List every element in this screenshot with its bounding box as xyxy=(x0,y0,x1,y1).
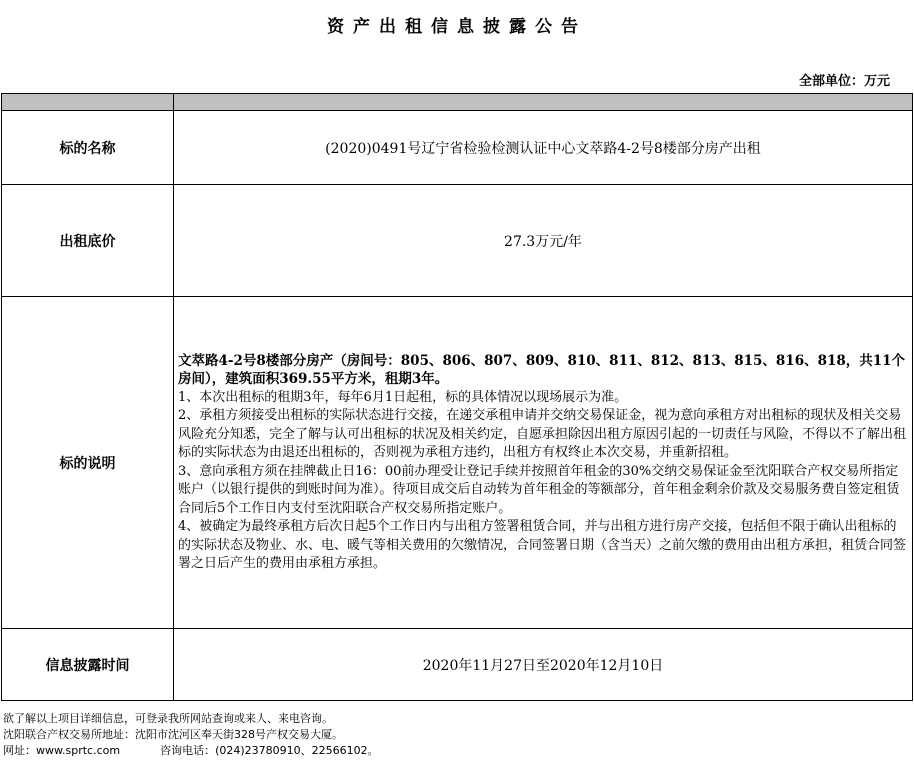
description-lead: 文萃路4-2号8楼部分房产（房间号：805、806、807、809、810、811、812、813、815、816、818，共11个房间），建筑面积369.55平方米，租期3年。 xyxy=(178,352,906,387)
subject-name-value: (2020)0491号辽宁省检验检测认证中心文萃路4-2号8楼部分房产出租 xyxy=(174,111,913,185)
description-item: 3、意向承租方须在挂牌截止日16：00前办理受让登记手续并按照首年租金的30%交纳交易保证金至沈阳联合产权交易所指定账户（以银行提供的到账时间为准）。待项目成交后自动转为首年租金的等额部分，首年租金剩余价款及交易服务费自签定租赁合同后5个工作日内支付至沈阳联合产权交易所指定账户。 xyxy=(178,463,900,516)
description-item: 1、本次出租标的租期3年，每年6月1日起租，标的具体情况以现场展示为准。 xyxy=(178,389,628,405)
unit-note: 全部单位：万元 xyxy=(798,74,890,89)
header-cell-right xyxy=(174,94,913,111)
page-title: 资产出租信息披露公告 xyxy=(327,17,587,37)
description-item: 4、被确定为最终承租方后次日起5个工作日内与出租方签署租赁合同，并与出租方进行房产交接，包括但不限于确认出租标的的实际状态及物业、水、电、暖气等相关费用的欠缴情况，合同签署日期（含当天）之前欠缴的费用由出租方承担，租赁合同签署之日后产生的费用由承租方承担。 xyxy=(178,519,907,571)
row-label: 信息披露时间 xyxy=(2,629,174,701)
row-label: 标的名称 xyxy=(2,111,174,185)
row-label: 标的说明 xyxy=(2,297,174,629)
header-cell-left xyxy=(2,94,174,111)
footer-address: 沈阳联合产权交易所地址：沈阳市沈河区奉天街328号产权交易大厦。 xyxy=(3,728,343,741)
table-row-time xyxy=(2,629,913,701)
row-label: 出租底价 xyxy=(2,185,174,297)
disclosure-period-value: 2020年11月27日至2020年12月10日 xyxy=(174,629,913,701)
table-header-row xyxy=(2,94,913,111)
description-cell xyxy=(174,297,913,629)
reserve-price-value: 27.3万元/年 xyxy=(174,185,913,297)
table-row-price xyxy=(2,185,913,297)
disclosure-table xyxy=(1,93,913,701)
table-row-description xyxy=(2,297,913,629)
description-item: 2、承租方须接受出租标的实际状态进行交接，在递交承租申请并交纳交易保证金，视为意向承租方对出租标的现状及相关交易风险充分知悉，完全了解与认可出租标的状况及相关约定，自愿承担除因出租方原因引起的一切责任与风险，不得以不了解出租标的实际状态为由退还出租标的，否则视为承租方违约，出租方有权终止本次交易，并重新招租。 xyxy=(178,408,907,460)
phone-text: 咨询电话：(024)23780910、22566102。 xyxy=(160,744,379,757)
footer-line: 欲了解以上项目详细信息，可登录我所网站查询或来人、来电咨询。 xyxy=(3,712,333,725)
footer-contact xyxy=(3,743,379,759)
table-row-name xyxy=(2,111,913,185)
website-text: 网址：www.sprtc.com xyxy=(3,744,121,757)
footer xyxy=(3,711,379,759)
